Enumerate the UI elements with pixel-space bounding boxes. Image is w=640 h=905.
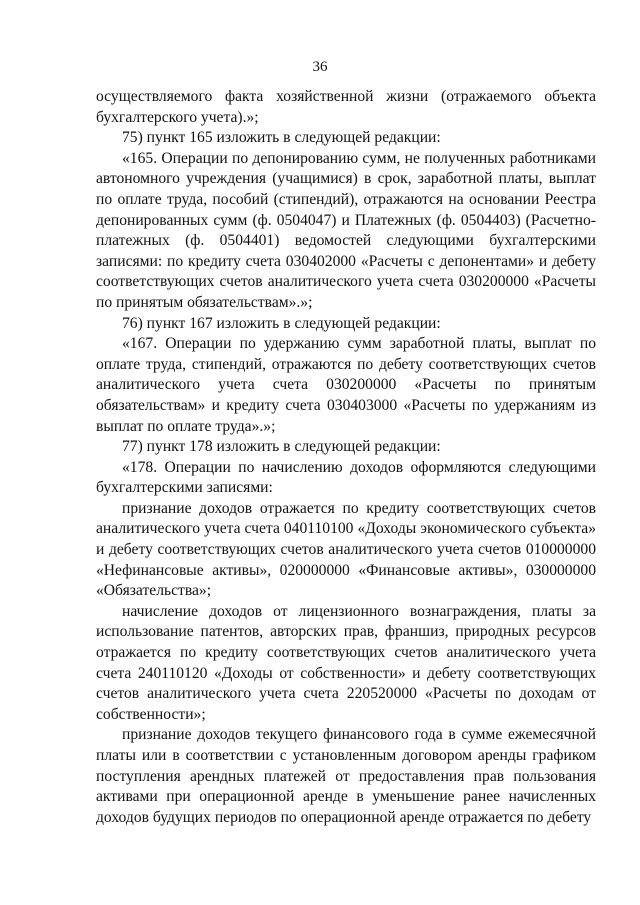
paragraph-continuation: осуществляемого факта хозяйственной жизни (отражаемого объекта бухгалтерского учета).»; (96, 88, 596, 126)
paragraph-clause-178: «178. Операции по начислению доходов оформляются следующими бухгалтерскими записями: (96, 458, 596, 497)
paragraph-item-76: 76) пункт 167 изложить в следующей редакции: (122, 314, 441, 332)
paragraph-item-75: 75) пункт 165 изложить в следующей редакции: (122, 129, 441, 147)
paragraph-clause-167: «167. Операции по удержанию сумм заработной платы, выплат по оплате труда, стипендий, отражаются по дебету соответствующих счетов аналитического учета счета 030200000 «Расчеты по принятым обязательствам» и кредиту счета 030403000 «Расчеты по удержаниям из выплат по оплате труда».»; (96, 335, 596, 435)
paragraph-license-income: начисление доходов от лицензионного вознаграждения, платы за использование патентов, авторских прав, франшиз, природных ресурсов отражается по кредиту соответствующих счетов аналитического учета счета 240110120 «Доходы от собственности» и дебету соответствующих счетов аналитического учета счета 220520000 «Расчеты по доходам от собственности»; (96, 602, 596, 723)
page-number: 36 (312, 59, 328, 75)
paragraph-income-recognition: признание доходов отражается по кредиту соответствующих счетов аналитического учета счета 040110100 «Доходы экономического субъекта» и дебету соответствующих счетов аналитического учета счетов 010000000 «Нефинансовые активы», 020000000 «Финансовые активы», 030000000 «Обязательства»; (96, 499, 596, 600)
paragraph-clause-165: «165. Операции по депонированию сумм, не полученных работниками автономного учреждения (учащимися) в срок, заработной платы, выплат по оплате труда, пособий (стипендий), отражаются на основании Реестра депонированных сумм (ф. 0504047) и Платежных (ф. 0504403) (Расчетно-платежных (ф. 0504401) ведомостей следующими бухгалтерскими записями: по кредиту счета 030402000 «Расчеты с депонентами» и дебету соответствующих счетов аналитического учета счета 030200000 «Расчеты по принятым обязательствам».»; (96, 149, 596, 311)
document-body (96, 87, 596, 828)
paragraph-item-77: 77) пункт 178 изложить в следующей редакции: (122, 438, 441, 456)
paragraph-operating-lease-income: признание доходов текущего финансового года в сумме ежемесячной платы или в соответствии с установленным договором аренды графиком поступления арендных платежей от предоставления прав пользования активами при операционной аренде в уменьшение ранее начисленных доходов будущих периодов по операционной аренде отражается по дебету (96, 726, 596, 826)
